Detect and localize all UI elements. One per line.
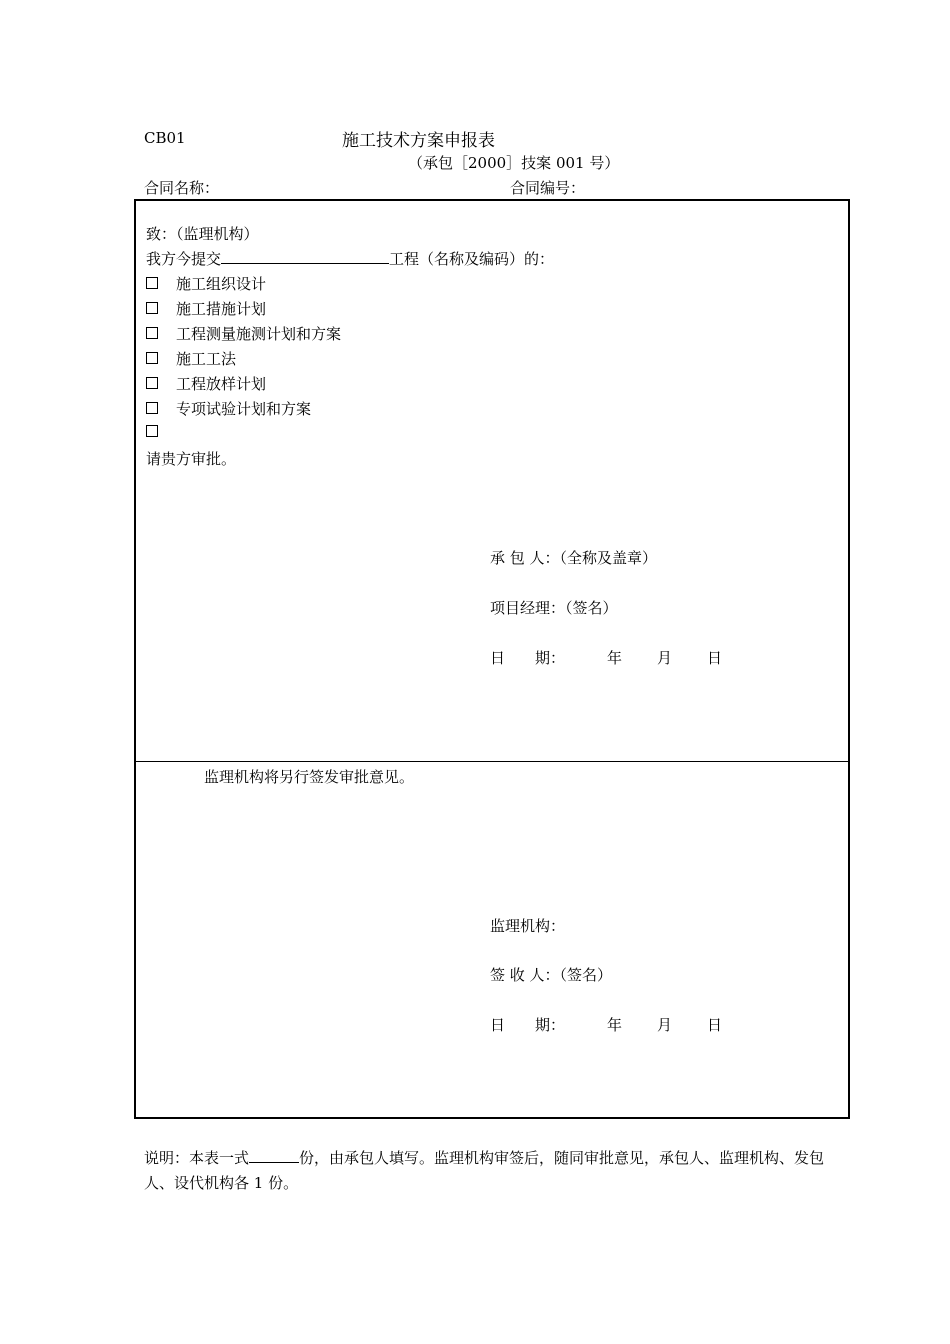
submit-prefix: 我方今提交 xyxy=(146,250,222,268)
form-title: 施工技术方案申报表 xyxy=(342,131,495,151)
receiver-signature-line: 签 收 人：（签名） xyxy=(490,966,613,984)
supervision-agency-line: 监理机构： xyxy=(490,917,566,935)
day-label: 日 xyxy=(707,649,723,667)
year-label: 年 xyxy=(607,649,623,667)
note-part2: 份，由承包人填写。监理机构审签后，随同审批意见，承包人、监理机构、发包人、设代机构各 1 份。 xyxy=(144,1149,825,1192)
option-row[interactable] xyxy=(146,273,266,294)
checkbox[interactable] xyxy=(146,327,158,339)
contract-name-label: 合同名称： xyxy=(144,179,220,197)
option-label: 专项试验计划和方案 xyxy=(176,400,312,418)
month-label: 月 xyxy=(657,1016,673,1034)
addressee-line: 致：（监理机构） xyxy=(146,225,259,243)
option-row[interactable] xyxy=(146,373,266,394)
submit-line xyxy=(146,248,554,269)
checkbox[interactable] xyxy=(146,377,158,389)
option-label: 施工组织设计 xyxy=(176,275,267,293)
option-row[interactable] xyxy=(146,398,311,419)
date-label: 日 期： xyxy=(490,1016,566,1034)
checkbox[interactable] xyxy=(146,302,158,314)
contractor-date-line xyxy=(490,647,722,668)
option-label: 施工工法 xyxy=(176,350,237,368)
date-label: 日 期： xyxy=(490,649,566,667)
submit-suffix: 工程（名称及编码）的： xyxy=(389,250,555,268)
checkbox[interactable] xyxy=(146,402,158,414)
contractor-signature-line: 承 包 人：（全称及盖章） xyxy=(490,549,658,567)
checkbox[interactable] xyxy=(146,425,158,437)
supervision-date-line xyxy=(490,1014,722,1035)
form-frame xyxy=(134,199,850,1119)
supervision-remark: 监理机构将另行签发审批意见。 xyxy=(204,768,415,786)
checkbox[interactable] xyxy=(146,277,158,289)
project-name-blank[interactable] xyxy=(221,250,389,264)
option-label: 工程放样计划 xyxy=(176,375,267,393)
month-label: 月 xyxy=(657,649,673,667)
checkbox[interactable] xyxy=(146,352,158,364)
year-label: 年 xyxy=(607,1016,623,1034)
day-label: 日 xyxy=(707,1016,723,1034)
note-part1: 说明：本表一式 xyxy=(144,1149,250,1167)
option-row[interactable] xyxy=(146,298,266,319)
footer-note xyxy=(144,1146,834,1196)
contract-number-label: 合同编号： xyxy=(510,179,586,197)
option-label: 施工措施计划 xyxy=(176,300,267,318)
option-label: 工程测量施测计划和方案 xyxy=(176,325,342,343)
copies-blank[interactable] xyxy=(249,1150,299,1163)
form-code: CB01 xyxy=(144,129,186,147)
option-row[interactable] xyxy=(146,348,236,369)
request-text: 请贵方审批。 xyxy=(146,450,237,468)
section-divider xyxy=(136,761,848,762)
option-row-other[interactable] xyxy=(146,423,176,441)
option-row[interactable] xyxy=(146,323,341,344)
form-subtitle: （承包［2000］技案 001 号） xyxy=(408,154,620,172)
project-manager-line: 项目经理：（签名） xyxy=(490,599,618,617)
